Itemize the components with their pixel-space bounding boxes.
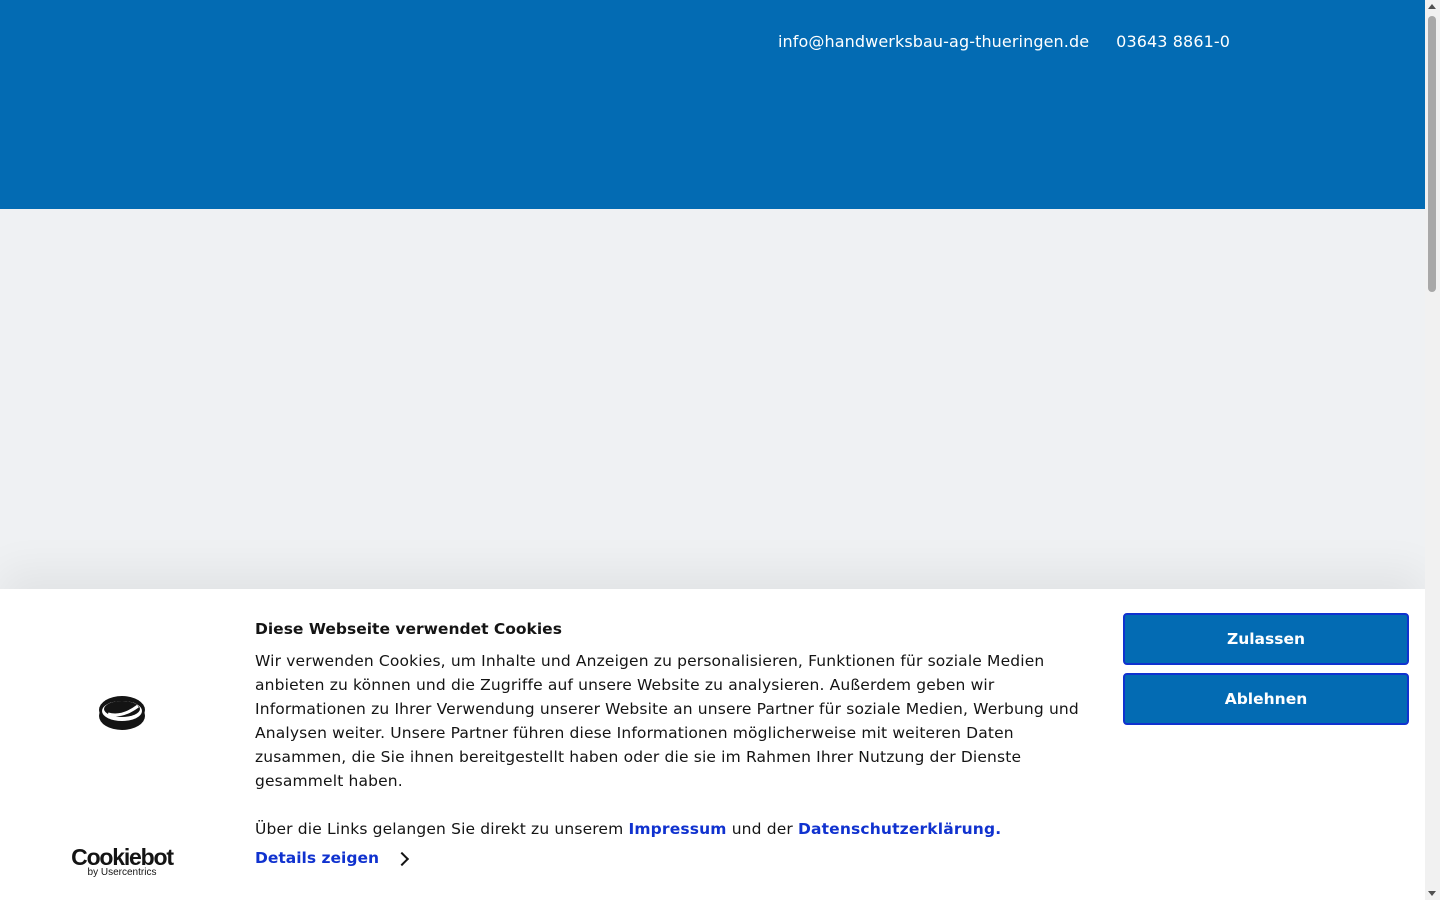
scroll-up-icon[interactable] [1428, 4, 1436, 9]
links-prefix: Über die Links gelangen Sie direkt zu unserem [255, 820, 629, 838]
details-toggle[interactable] [255, 849, 407, 867]
impressum-link[interactable]: Impressum [628, 820, 727, 838]
links-middle: und der [726, 820, 798, 838]
cookie-consent-banner [0, 589, 1425, 900]
cookiebot-logo-icon [98, 694, 146, 736]
banner-text [255, 649, 1105, 841]
banner-body: Wir verwenden Cookies, um Inhalte und Anzeigen zu personalisieren, Funktionen für soziale Medien anbieten zu können und die Zugriffe auf unsere Website zu analysieren. Außerdem geben wir Informationen zu Ihrer Verwendung unserer Website an unsere Partner für soziale Medien, Werbung und Analysen weiter. Unsere Partner führen diese Informationen möglicherweise mit weiteren Daten zusammen, die Sie ihnen bereitgestellt haben oder die sie im Rahmen Ihrer Nutzung der Dienste gesammelt haben. [255, 652, 1079, 790]
brand-name: Cookiebot [71, 844, 173, 870]
phone-link[interactable]: 03643 8861-0 [1116, 32, 1231, 51]
email-link[interactable]: info@handwerksbau-ag-thueringen.de [778, 32, 1090, 51]
cookiebot-brand[interactable] [70, 845, 174, 878]
details-label: Details zeigen [255, 849, 379, 867]
allow-cookies-button[interactable]: Zulassen [1123, 613, 1409, 665]
scroll-down-icon[interactable] [1428, 891, 1436, 896]
contact-bar [778, 32, 1230, 52]
deny-cookies-button[interactable]: Ablehnen [1123, 673, 1409, 725]
brand-subtitle: by Usercentrics [87, 867, 157, 878]
privacy-policy-link[interactable]: Datenschutzerklärung. [798, 820, 1002, 838]
scroll-thumb[interactable] [1428, 16, 1436, 292]
banner-links-line [255, 817, 1105, 841]
site-header [0, 0, 1425, 209]
chevron-right-icon [395, 851, 409, 865]
banner-title: Diese Webseite verwendet Cookies [255, 620, 562, 638]
page-scrollbar[interactable] [1425, 0, 1440, 900]
